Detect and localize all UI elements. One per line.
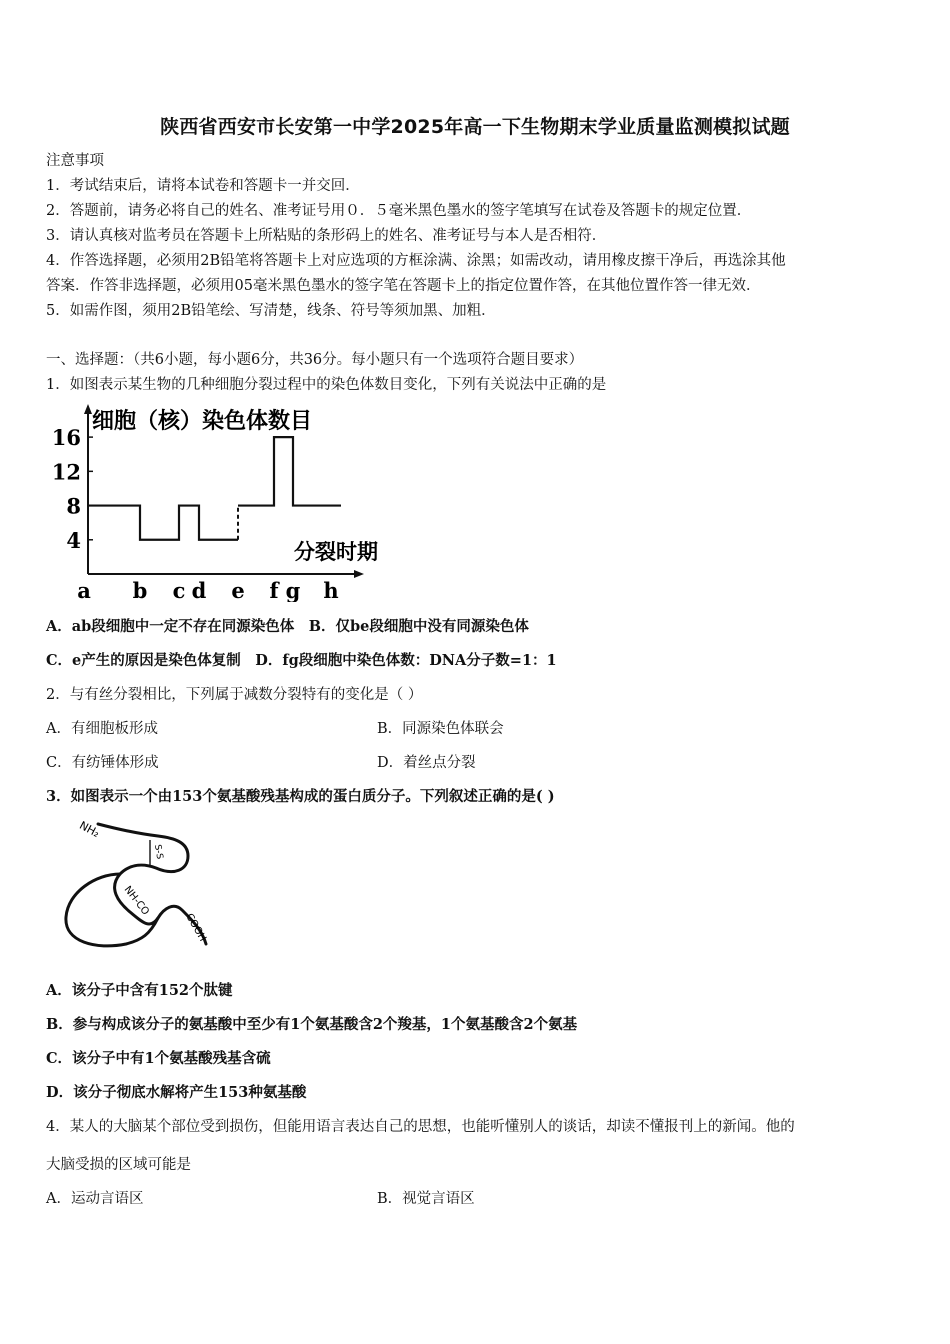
- y-tick-label: 16: [51, 425, 81, 451]
- x-tick-label-d: d: [191, 578, 207, 602]
- chart-title: 细胞（核）染色体数目: [92, 409, 313, 434]
- note-item: 3．请认真核对监考员在答题卡上所粘贴的条形码上的姓名、准考证号与本人是否相符．: [46, 228, 607, 244]
- x-tick-label-b: b: [132, 578, 148, 602]
- chromosome-count-chart: [46, 402, 386, 602]
- question-4-stem-line-1: 4．某人的大脑某个部位受到损伤，但能用语言表达自己的思想，也能听懂别人的谈话，却读不懂报刊上的新闻。他的: [46, 1119, 795, 1135]
- question-3-option-c: C．该分子中有1个氨基酸残基含硫: [46, 1050, 271, 1067]
- nh2-label: NH₂: [77, 818, 102, 841]
- x-tick-label-g: g: [285, 578, 301, 602]
- note-item: 答案．作答非选择题，必须用05毫米黑色墨水的签字笔在答题卡上的指定位置作答，在其他位置作答一律无效．: [46, 278, 761, 294]
- question-3-option-d: D．该分子彻底水解将产生153种氨基酸: [46, 1084, 307, 1101]
- x-tick-label-a: a: [77, 578, 91, 602]
- question-2-stem: 2．与有丝分裂相比，下列属于减数分裂特有的变化是（ ）: [46, 687, 423, 703]
- x-tick-label-h: h: [323, 578, 339, 602]
- peptide-bond-label: NH-CO: [121, 884, 151, 918]
- x-tick-label-e: e: [231, 578, 245, 602]
- question-2-option-a: A．有细胞板形成: [46, 721, 158, 737]
- x-tick-label-c: c: [172, 578, 186, 602]
- note-item: 1．考试结束后，请将本试卷和答题卡一并交回．: [46, 178, 360, 194]
- question-2-option-b: B．同源染色体联会: [377, 721, 504, 737]
- question-3-option-b: B．参与构成该分子的氨基酸中至少有1个氨基酸含2个羧基，1个氨基酸含2个氨基: [46, 1016, 578, 1033]
- note-item: 4．作答选择题，必须用2B铅笔将答题卡上对应选项的方框涂满、涂黑；如需改动，请用橡皮擦干净后，再选涂其他: [46, 253, 786, 269]
- y-tick-label: 8: [66, 493, 81, 519]
- question-4-option-b: B．视觉言语区: [377, 1191, 475, 1207]
- question-3-stem: 3．如图表示一个由153个氨基酸残基构成的蛋白质分子。下列叙述正确的是( ): [46, 788, 555, 805]
- question-1-stem: 1．如图表示某生物的几种细胞分裂过程中的染色体数目变化，下列有关说法中正确的是: [46, 377, 607, 393]
- series-line: [88, 506, 238, 540]
- protein-molecule-diagram: [46, 812, 216, 962]
- note-item: 5．如需作图，须用2B铅笔绘、写清楚，线条、符号等须加黑、加粗．: [46, 303, 496, 319]
- question-4-option-a: A．运动言语区: [46, 1191, 144, 1207]
- disulfide-label: S-S: [151, 843, 165, 861]
- question-2-option-d: D．着丝点分裂: [377, 755, 476, 771]
- y-tick-label: 12: [51, 459, 81, 485]
- page-title: 陕西省西安市长安第一中学2025年高一下生物期末学业质量监测模拟试题: [160, 116, 790, 138]
- section-heading: 一、选择题：（共6小题，每小题6分，共36分。每小题只有一个选项符合题目要求）: [46, 352, 584, 368]
- note-item: 2．答题前，请务必将自己的姓名、准考证号用０．５毫米黑色墨水的签字笔填写在试卷及答题卡的规定位置．: [46, 203, 752, 219]
- question-2-option-c: C．有纺锤体形成: [46, 755, 159, 771]
- y-tick-label: 4: [66, 527, 81, 553]
- x-tick-label-f: f: [269, 578, 279, 602]
- question-1-option-cd: C．e产生的原因是染色体复制 D．fg段细胞中染色体数：DNA分子数=1：1: [46, 652, 557, 669]
- series-line: [238, 437, 341, 505]
- x-axis-arrow: [354, 570, 364, 578]
- question-3-option-a: A．该分子中含有152个肽键: [46, 982, 233, 999]
- x-axis-label: 分裂时期: [294, 540, 378, 564]
- y-axis-arrow: [84, 404, 92, 414]
- question-4-stem-line-2: 大脑受损的区域可能是: [46, 1157, 191, 1173]
- question-1-option-ab: A．ab段细胞中一定不存在同源染色体 B．仅be段细胞中没有同源染色体: [46, 618, 529, 635]
- notes-heading: 注意事项: [46, 153, 104, 169]
- cooh-label: COOH: [183, 911, 208, 944]
